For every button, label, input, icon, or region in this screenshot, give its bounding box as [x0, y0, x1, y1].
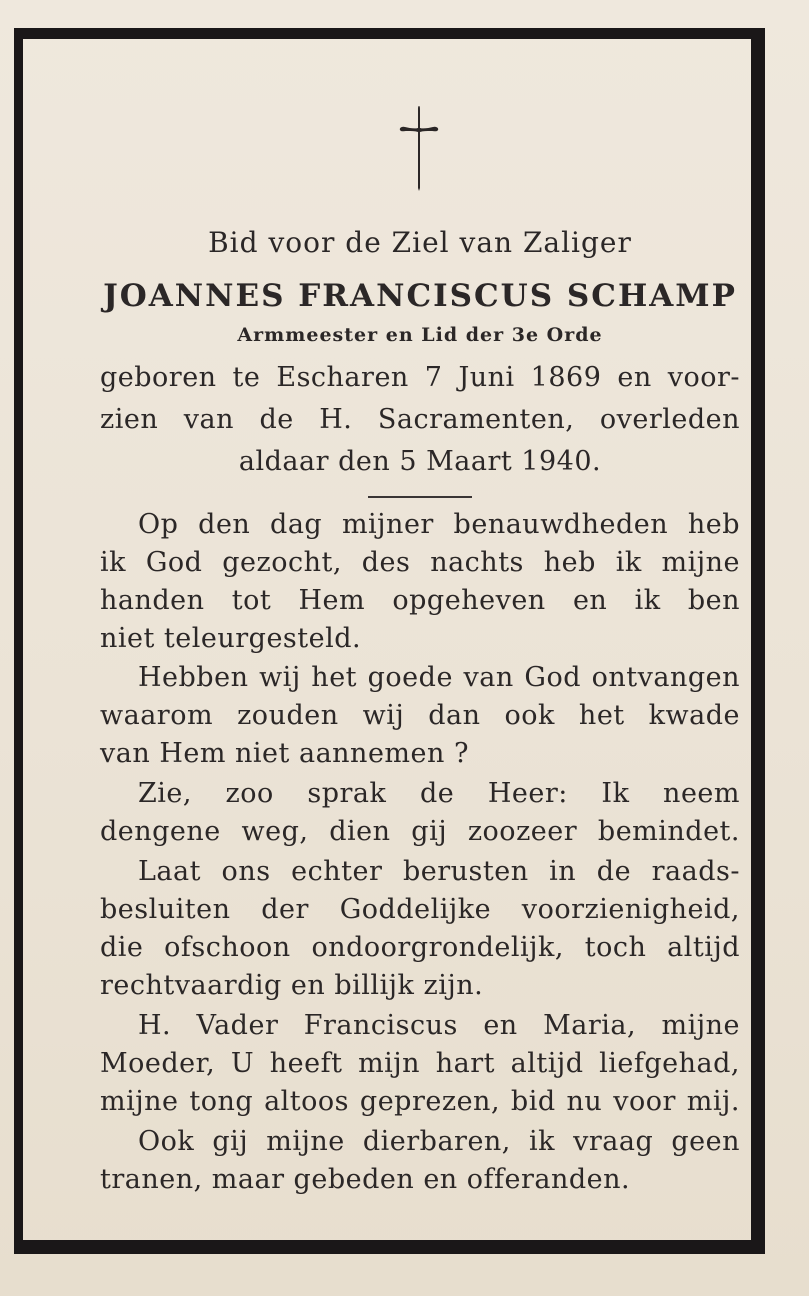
verse-line: ik God gezocht, des nachts heb ik mijne: [100, 547, 740, 578]
cross-icon: [397, 104, 441, 192]
bio-line: zien van de H. Sacramenten, overleden: [100, 404, 740, 435]
bio-line: geboren te Escharen 7 Juni 1869 en voor-: [100, 362, 740, 393]
intro-line: Bid voor de Ziel van Zaliger: [208, 226, 632, 259]
verse-line: handen tot Hem opgeheven en ik ben: [100, 585, 740, 616]
deceased-name: JOANNES FRANCISCUS SCHAMP: [103, 278, 737, 314]
verse-line: Moeder, U heeft mijn hart altijd liefgehad,: [100, 1048, 740, 1079]
verse-line: Ook gij mijne dierbaren, ik vraag geen: [138, 1126, 740, 1157]
verse-line: Op den dag mijner benauwdheden heb: [138, 509, 740, 540]
verse-line: Laat ons echter berusten in de raads-: [138, 856, 740, 887]
verse-line: H. Vader Franciscus en Maria, mijne: [138, 1010, 740, 1041]
verse-line: dengene weg, dien gij zoozeer bemindet.: [100, 816, 740, 847]
verse-line: die ofschoon ondoorgrondelijk, toch altijd: [100, 932, 740, 963]
verse-line: Hebben wij het goede van God ontvangen: [138, 662, 740, 693]
verse-line: niet teleurgesteld.: [100, 623, 362, 654]
bio-line: aldaar den 5 Maart 1940.: [238, 446, 602, 477]
verse-line: tranen, maar gebeden en offeranden.: [100, 1164, 631, 1195]
verse-line: rechtvaardig en billijk zijn.: [100, 970, 484, 1001]
divider-rule: [368, 496, 472, 498]
verse-line: besluiten der Goddelijke voorzienigheid,: [100, 894, 740, 925]
verse-line: Zie, zoo sprak de Heer: Ik neem: [138, 778, 740, 809]
deceased-role: Armmeester en Lid der 3e Orde: [237, 324, 603, 346]
verse-line: van Hem niet aannemen ?: [100, 738, 469, 769]
verse-line: waarom zouden wij dan ook het kwade: [100, 700, 740, 731]
verse-line: mijne tong altoos geprezen, bid nu voor mij.: [100, 1086, 740, 1117]
